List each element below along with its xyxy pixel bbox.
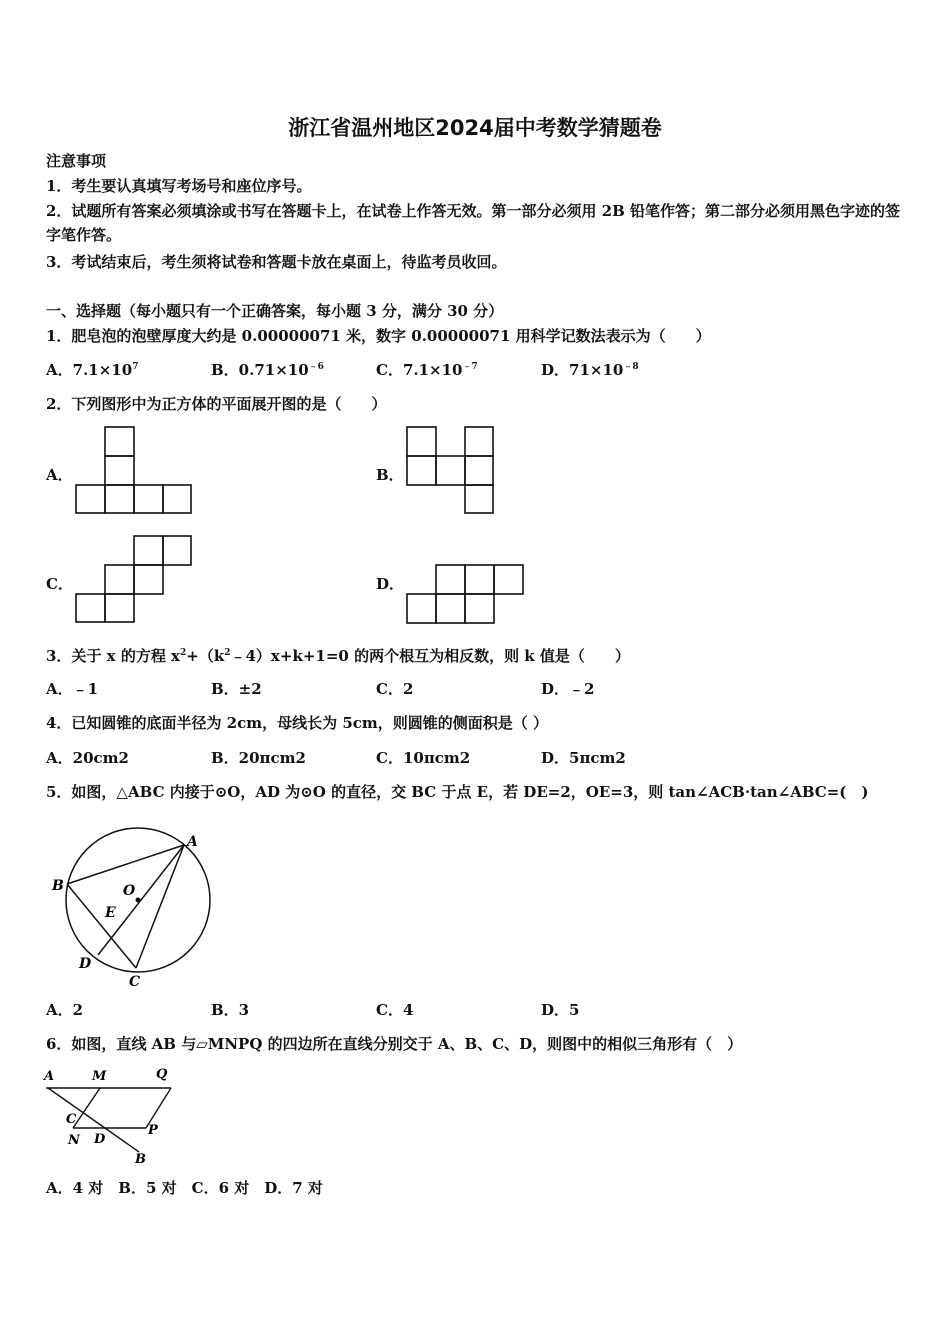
label-o: O (123, 883, 136, 899)
label-d: D (94, 1132, 106, 1147)
q5-circle-figure (46, 822, 216, 992)
q1-option-c: C．$7.1\times 10^{﹣7}$ (376, 361, 478, 379)
net-figure-c (76, 535, 192, 623)
q5-option-b: B．3 (211, 1001, 250, 1019)
q3-option-a: A．﹣1 (46, 680, 99, 698)
label-q: Q (156, 1067, 168, 1082)
label-m: M (92, 1069, 107, 1084)
q6-options: A．4 对 B．5 对 C．6 对 D．7 对 (46, 1179, 323, 1197)
label-b: B (52, 878, 64, 894)
page-title: 浙江省温州地区2024届中考数学猜题卷 (288, 116, 662, 140)
q2-label-b: B． (376, 466, 404, 484)
q1-stem: 1．肥皂泡的泡壁厚度大约是 0.00000071 米，数字 0.00000071 用科学记数法表示为（ ） (46, 327, 711, 345)
q3-option-d: D．﹣2 (541, 680, 595, 698)
net-figure-b (406, 426, 494, 514)
q2-label-c: C． (46, 575, 73, 593)
label-n: N (68, 1133, 80, 1148)
q3-option-b: B．±2 (211, 680, 262, 698)
q1-option-b: B．$0.71\times 10^{﹣6}$ (211, 361, 324, 379)
q5-stem: 5．如图，△ABC 内接于⊙O，AD 为⊙O 的直径，交 BC 于点 E，若 DE=2，OE=3，则 tan∠ACB·tan∠ABC=( ) (46, 783, 869, 801)
label-c: C (129, 974, 141, 990)
notice-item-2: 2．试题所有答案必须填涂或书写在答题卡上，在试卷上作答无效。第一部分必须用 2B 铅笔作答；第二部分必须用黑色字迹的签字笔作答。 (46, 202, 901, 244)
q3-option-c: C．2 (376, 680, 414, 698)
label-d: D (79, 956, 92, 972)
q1-option-a: A．$7.1\times 10^7$ (46, 361, 139, 379)
q2-label-a: A． (46, 466, 73, 484)
net-figure-d (406, 564, 524, 624)
center-point (136, 898, 141, 903)
q5-option-c: C．4 (376, 1001, 414, 1019)
q4-option-a: A．20cm2 (46, 749, 129, 767)
label-a: A (187, 834, 198, 850)
q6-stem: 6．如图，直线 AB 与▱MNPQ 的四边所在直线分别交于 A、B、C、D，则图中的相似三角形有（ ） (46, 1035, 743, 1053)
q2-label-d: D． (376, 575, 405, 593)
label-a: A (44, 1069, 55, 1084)
label-b: B (135, 1152, 146, 1167)
q4-option-d: D．5πcm2 (541, 749, 626, 767)
q2-stem: 2．下列图形中为正方体的平面展开图的是（ ） (46, 395, 387, 413)
notice-item-1: 1．考生要认真填写考场号和座位序号。 (46, 177, 312, 195)
notice-heading: 注意事项 (46, 152, 107, 170)
segment-ac (136, 845, 184, 968)
notice-item-3: 3．考试结束后，考生须将试卷和答题卡放在桌面上，待监考员收回。 (46, 253, 507, 271)
q3-stem: 3．关于 x 的方程 $x^2+(k^2﹣4)x+k+1=0$ 的两个根互为相反数，则 k 值是（ ） (46, 647, 630, 665)
label-c: C (66, 1112, 77, 1127)
segment-ad (98, 845, 184, 955)
section-heading: 一、选择题（每小题只有一个正确答案，每小题 3 分，满分 30 分） (46, 302, 504, 320)
q5-option-a: A．2 (46, 1001, 84, 1019)
q4-stem: 4．已知圆锥的底面半径为 2cm，母线长为 5cm，则圆锥的侧面积是（ ） (46, 714, 548, 732)
label-p: P (148, 1123, 158, 1138)
q6-parallelogram-figure (44, 1066, 184, 1166)
line-qp (146, 1088, 171, 1128)
q5-option-d: D．5 (541, 1001, 580, 1019)
net-figure-a (76, 426, 192, 514)
label-e: E (105, 905, 116, 921)
q4-option-c: C．10πcm2 (376, 749, 471, 767)
q4-option-b: B．20πcm2 (211, 749, 306, 767)
q1-option-d: D．$71\times 10^{﹣8}$ (541, 361, 639, 379)
